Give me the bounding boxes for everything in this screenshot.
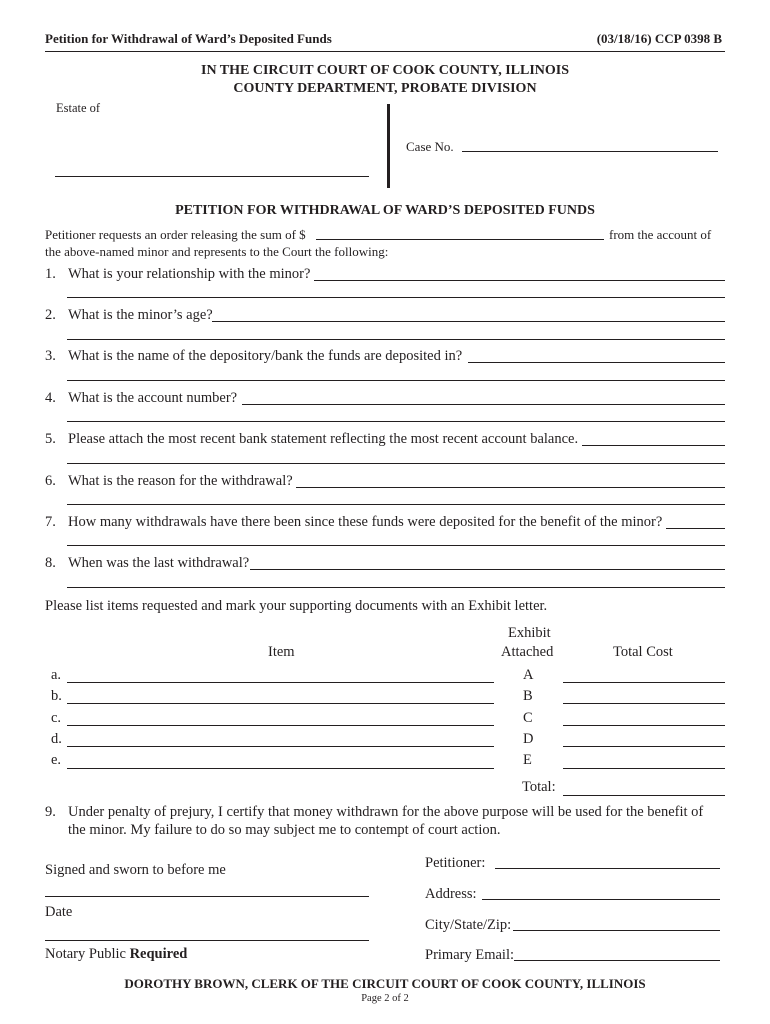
answer-field[interactable] [582,445,725,446]
address-field[interactable] [482,899,720,900]
answer-field[interactable] [468,362,725,363]
exhibit-letter: B [523,688,533,704]
answer-field[interactable] [296,487,725,488]
question-text: Please attach the most recent bank statement reflecting the most recent account balance. [68,431,579,447]
sworn-label: Signed and sworn to before me [45,862,226,878]
notary-signature-field[interactable] [45,940,369,941]
petitioner-field[interactable] [495,868,720,869]
answer-field[interactable] [242,404,725,405]
answer-field-continued[interactable] [67,297,725,298]
header-rule [45,51,725,52]
cost-field[interactable] [563,746,725,747]
sum-field[interactable] [316,239,604,240]
question-text: How many withdrawals have there been since these funds were deposited for the benefit of the minor? [68,514,663,530]
intro-text-end: from the account of [609,227,712,242]
question-text: What is the name of the depository/bank the funds are deposited in? [68,348,463,364]
item-header: Item [268,644,295,660]
question-number: 4. [45,390,56,406]
question-text: What is the account number? [68,390,238,406]
date-label: Date [45,904,73,920]
answer-field-continued[interactable] [67,339,725,340]
item-row-label: c. [51,710,62,726]
cost-field[interactable] [563,682,725,683]
cost-field[interactable] [563,768,725,769]
answer-field-continued[interactable] [67,587,725,588]
notary-text: Notary Public [45,946,130,962]
question-number: 5. [45,431,56,447]
city-state-zip-label: City/State/Zip: [425,917,512,933]
certification-number: 9. [45,804,56,820]
cost-field[interactable] [563,703,725,704]
item-row-label: a. [51,667,62,683]
answer-field-continued[interactable] [67,504,725,505]
exhibit-letter: C [523,710,533,726]
notary-label [45,946,187,963]
page-number: Page 2 of 2 [361,993,409,1004]
question-text: When was the last withdrawal? [68,555,250,571]
question-number: 8. [45,555,56,571]
certification-text-line2: the minor. My failure to do so may subject me to contempt of court action. [68,822,501,838]
item-field[interactable] [67,682,494,683]
court-name: IN THE CIRCUIT COURT OF COOK COUNTY, ILLINOIS [201,63,569,78]
total-field[interactable] [563,795,725,796]
cost-field[interactable] [563,725,725,726]
question-number: 1. [45,266,56,282]
estate-label: Estate of [56,101,101,115]
answer-field[interactable] [250,569,725,570]
question-text: What is the reason for the withdrawal? [68,473,293,489]
attached-header: Attached [501,644,554,660]
case-no-field[interactable] [462,151,718,152]
certification-text: Under penalty of prejury, I certify that money withdrawn for the above purpose will be used for the benefit of [68,804,704,820]
question-number: 7. [45,514,56,530]
item-row-label: d. [51,731,62,747]
item-field[interactable] [67,746,494,747]
question-text: What is your relationship with the minor? [68,266,311,282]
item-row-label: b. [51,688,62,704]
item-field[interactable] [67,725,494,726]
address-label: Address: [425,886,477,902]
exhibit-header: Exhibit [508,625,551,641]
sworn-signature-field[interactable] [45,896,369,897]
answer-field-continued[interactable] [67,421,725,422]
answer-field-continued[interactable] [67,545,725,546]
answer-field[interactable] [666,528,725,529]
question-text: What is the minor’s age? [68,307,213,323]
items-instruction: Please list items requested and mark your supporting documents with an Exhibit letter. [45,598,548,614]
question-number: 6. [45,473,56,489]
primary-email-field[interactable] [514,960,720,961]
answer-field[interactable] [314,280,725,281]
answer-field-continued[interactable] [67,463,725,464]
clerk-footer: DOROTHY BROWN, CLERK OF THE CIRCUIT COURT OF COOK COUNTY, ILLINOIS [124,976,646,991]
item-field[interactable] [67,768,494,769]
item-field[interactable] [67,703,494,704]
form-code: (03/18/16) CCP 0398 B [596,31,722,46]
court-division: COUNTY DEPARTMENT, PROBATE DIVISION [233,81,537,96]
total-label: Total: [522,779,556,795]
petition-title: PETITION FOR WITHDRAWAL OF WARD’S DEPOSITED FUNDS [175,203,595,218]
exhibit-letter: E [523,752,532,768]
petitioner-label: Petitioner: [425,855,486,871]
question-number: 2. [45,307,56,323]
primary-email-label: Primary Email: [425,947,514,963]
total-cost-header: Total Cost [613,644,673,660]
estate-name-field[interactable] [55,176,369,177]
exhibit-letter: A [523,667,534,683]
case-no-label: Case No. [406,139,454,154]
caption-divider [387,104,390,188]
form-title: Petition for Withdrawal of Ward’s Deposited Funds [45,31,332,46]
question-number: 3. [45,348,56,364]
exhibit-letter: D [523,731,534,747]
intro-text: Petitioner requests an order releasing the sum of $ [45,227,306,242]
answer-field[interactable] [212,321,725,322]
notary-required-text: Required [129,946,188,962]
item-row-label: e. [51,752,62,768]
answer-field-continued[interactable] [67,380,725,381]
intro-text-line2: the above-named minor and represents to the Court the following: [45,244,389,259]
city-state-zip-field[interactable] [513,930,720,931]
